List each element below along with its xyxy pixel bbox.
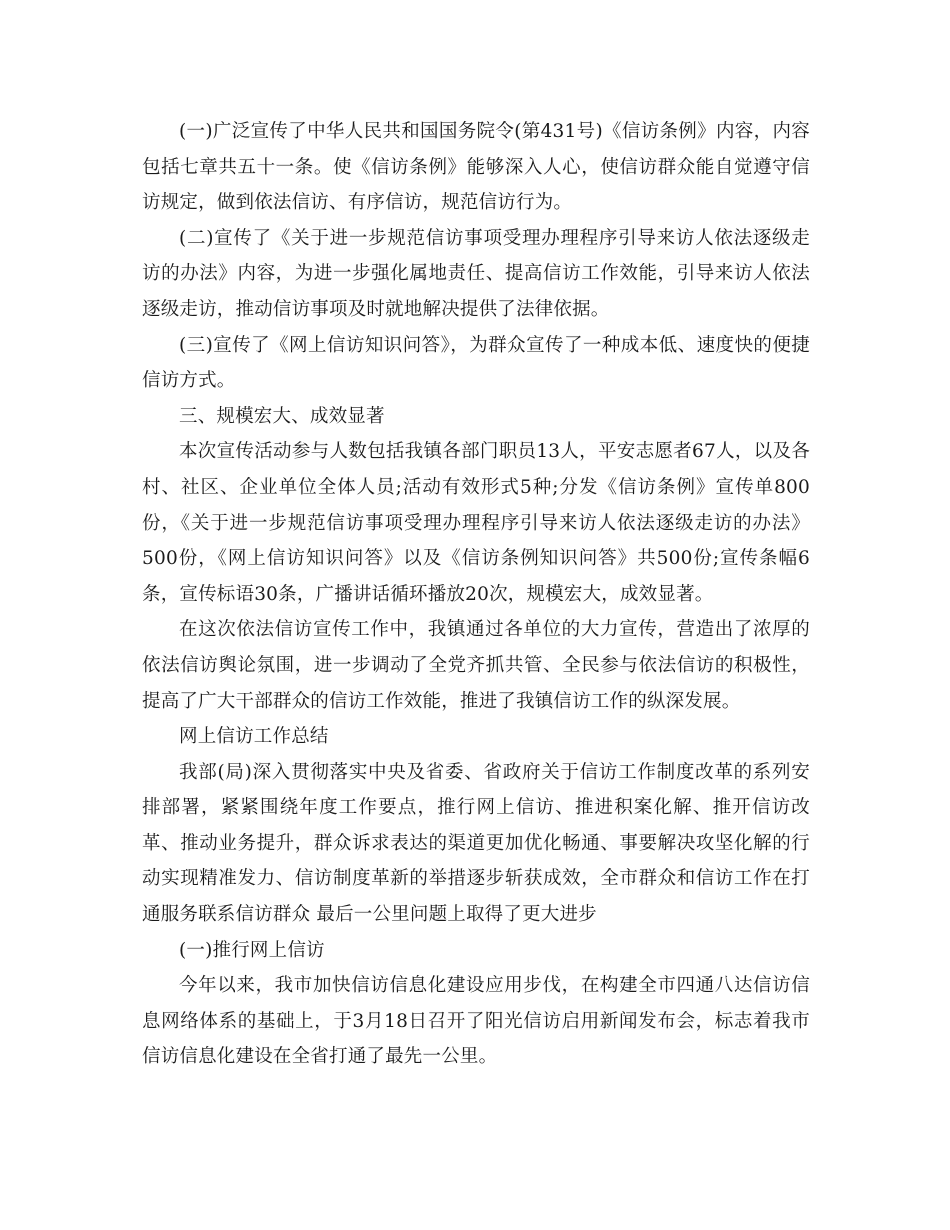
section-heading-scale-results: 三、规模宏大、成效显著 bbox=[179, 405, 385, 427]
paragraph-procedure-promotion: (二)宣传了《关于进一步规范信访事项受理办理程序引导来访人依法逐级走访的办法》内容，为进一步强化属地责任、提高信访工作效能，引导来访人依法逐级走访，推动信访事项及时就地解决提供了法律依据。 bbox=[142, 227, 810, 320]
document-body bbox=[142, 114, 810, 1075]
paragraph-reform-overview: 我部(局)深入贯彻落实中央及省委、省政府关于信访工作制度改革的系列安排部署，紧紧围绕年度工作要点，推行网上信访、推进积案化解、推开信访改革、推动业务提升，群众诉求表达的渠道更加优化畅通、事要解决攻坚化解的行动实现精准发力、信访制度革新的举措逐步斩获成效，全市群众和信访工作在打通服务联系信访群众 最后一公里问题上取得了更大进步 bbox=[142, 761, 810, 926]
subheading-online-petition: (一)推行网上信访 bbox=[179, 939, 325, 961]
paragraph-participation-stats: 本次宣传活动参与人数包括我镇各部门职员13人，平安志愿者67人，以及各村、社区、企业单位全体人员;活动有效形式5种;分发《信访条例》宣传单800份，《关于进一步规范信访事项受理办理程序引导来访人依法逐级走访的办法》500份，《网上信访知识问答》以及《信访条例知识问答》共500份;宣传条幅6条，宣传标语30条，广播讲话循环播放20次，规模宏大，成效显著。 bbox=[142, 441, 810, 605]
paragraph-informatization: 今年以来，我市加快信访信息化建设应用步伐，在构建全市四通八达信访信息网络体系的基础上，于3月18日召开了阳光信访启用新闻发布会，标志着我市信访信息化建设在全省打通了最先一公里。 bbox=[142, 975, 810, 1068]
document-title-online-petition: 网上信访工作总结 bbox=[179, 726, 329, 748]
paragraph-campaign-summary: 在这次依法信访宣传工作中，我镇通过各单位的大力宣传，营造出了浓厚的依法信访舆论氛围，进一步调动了全党齐抓共管、全民参与依法信访的积极性，提高了广大干部群众的信访工作效能，推进了我镇信访工作的纵深发展。 bbox=[142, 619, 810, 712]
paragraph-online-qa-promotion: (三)宣传了《网上信访知识问答》，为群众宣传了一种成本低、速度快的便捷信访方式。 bbox=[142, 334, 810, 392]
paragraph-regulation-promotion: (一)广泛宣传了中华人民共和国国务院令(第431号)《信访条例》内容，内容包括七章共五十一条。使《信访条例》能够深入人心，使信访群众能自觉遵守信访规定，做到依法信访、有序信访，规范信访行为。 bbox=[142, 121, 810, 214]
